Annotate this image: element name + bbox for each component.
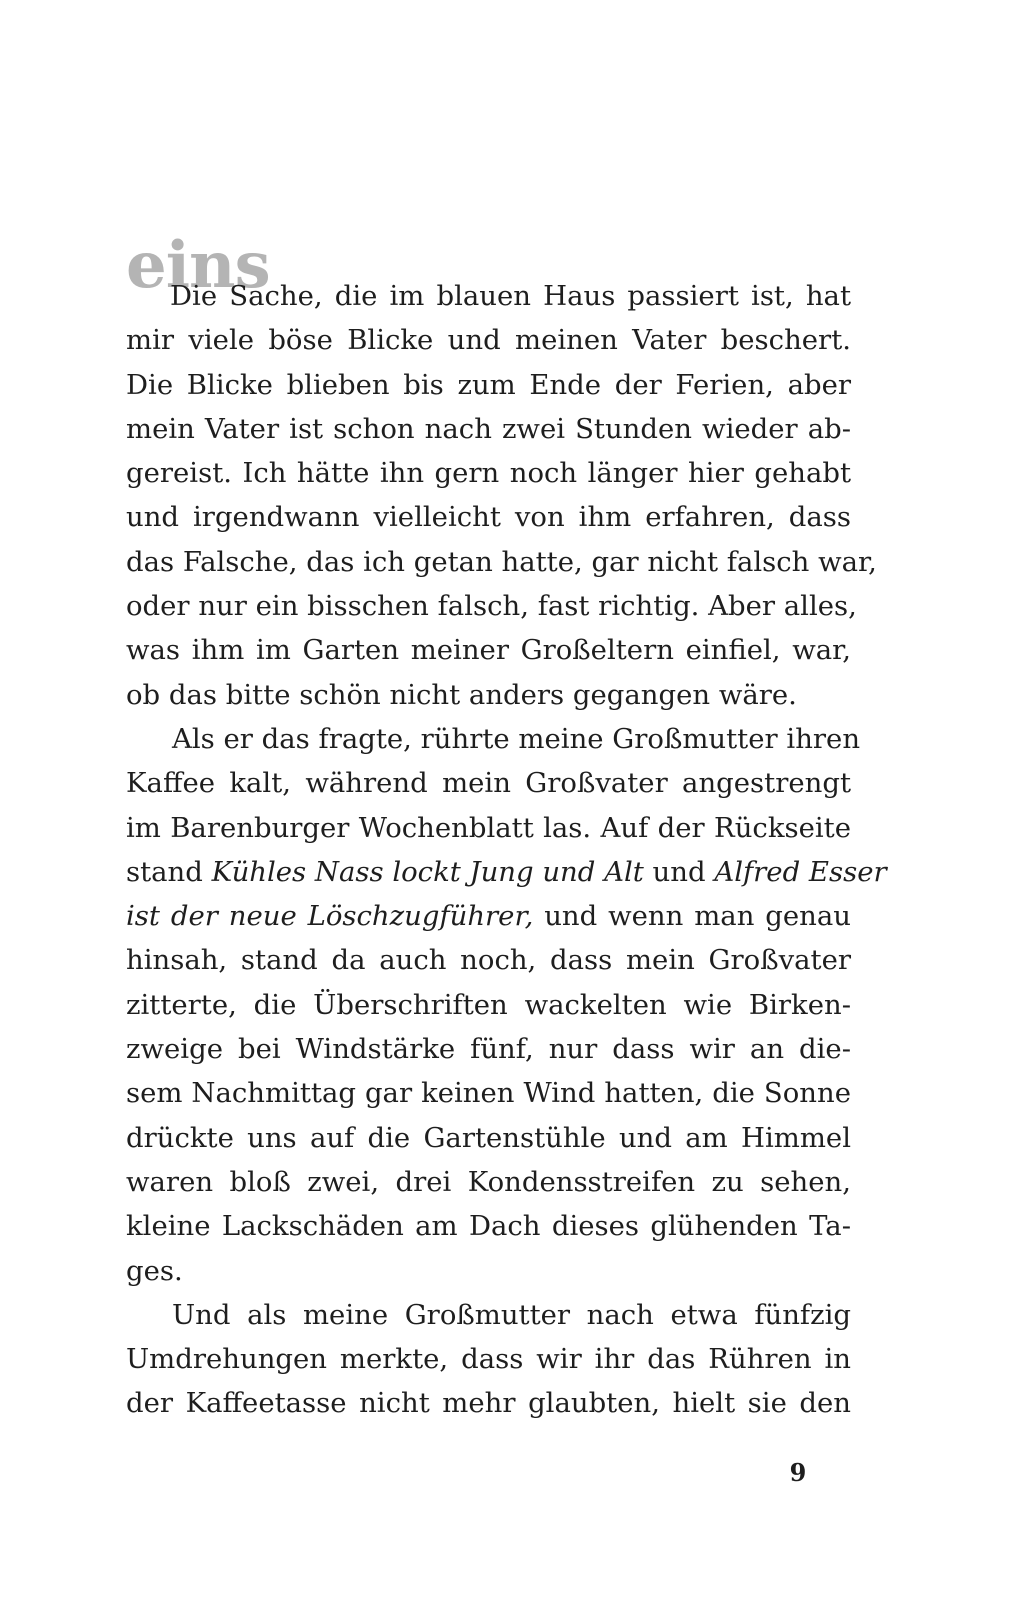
text-run: und [643,855,715,888]
text-run: drückte uns auf die Gartenstühle und am Himmel [126,1121,851,1154]
text-line [126,407,851,451]
text-line [126,495,851,539]
paragraph [126,274,877,717]
text-line [126,451,851,495]
text-run: und irgendwann vielleicht von ihm erfahren, dass [126,501,851,534]
text-line [126,1204,851,1248]
text-run: Und als meine Großmutter nach etwa fünfzig [172,1298,851,1331]
text-line [126,761,851,805]
text-line [126,938,851,982]
text-run: Die Sache, die im blauen Haus passiert ist, hat [170,280,851,312]
text-line [126,894,851,938]
text-run: Die Blicke blieben bis zum Ende der Ferien, aber [126,368,851,401]
text-run: Kaffee kalt, während mein Großvater angestrengt [126,767,851,800]
text-run: mir viele böse Blicke und meinen Vater beschert. [126,324,851,357]
text-run: zweige bei Windstärke fünf, nur dass wir an die- [126,1033,851,1066]
text-line [126,983,851,1027]
paragraph [126,1293,851,1426]
text-run: waren bloß zwei, drei Kondensstreifen zu sehen, [126,1165,851,1198]
page-number: 9 [789,1458,807,1487]
text-run: was ihm im Garten meiner Großeltern einfiel, war, [126,634,851,667]
italic-text: ist der neue Löschzugführer, [126,900,534,933]
text-line [126,717,861,761]
text-line [126,806,851,850]
text-line [126,850,887,894]
text-line [126,673,851,717]
text-line [126,318,851,362]
text-line [126,584,857,628]
text-line [126,363,851,407]
text-run: mein Vater ist schon nach zwei Stunden wieder ab- [126,412,851,445]
text-run: das Falsche, das ich getan hatte, gar nicht falsch war, [126,545,877,578]
paragraph [126,717,887,1293]
text-line [126,1071,851,1115]
text-run: der Kaffeetasse nicht mehr glaubten, hielt sie den [126,1387,851,1420]
text-line [126,540,877,584]
text-line [126,1381,851,1425]
text-line [126,1027,851,1071]
text-run: kleine Lackschäden am Dach dieses glühenden Ta- [126,1210,851,1243]
text-run: gereist. Ich hätte ihn gern noch länger hier gehabt [126,457,851,490]
text-run: und wenn man genau [533,900,851,933]
chapter-title: eins [126,228,270,303]
text-run: oder nur ein bisschen falsch, fast richtig. Aber alles, [126,590,857,623]
italic-text: Alfred Esser [714,855,887,888]
text-run: Umdrehungen merkte, dass wir ihr das Rühren in [126,1343,851,1376]
text-run: zitterte, die Überschriften wackelten wie Birken- [126,988,851,1021]
text-run: stand [126,855,212,888]
text-run: im Barenburger Wochenblatt las. Auf der Rückseite [126,811,851,844]
text-line [126,1249,851,1293]
text-run: ges. [126,1254,183,1287]
italic-text: Kühles Nass lockt Jung und Alt [211,855,644,888]
body-text [126,274,887,1426]
text-run: ob das bitte schön nicht anders gegangen wäre. [126,678,797,711]
text-line [126,1116,851,1160]
text-line [126,1337,851,1381]
text-line [126,1160,851,1204]
text-line [126,1293,851,1337]
text-run: sem Nachmittag gar keinen Wind hatten, die Sonne [126,1077,851,1110]
text-line [126,274,851,318]
text-run: hinsah, stand da auch noch, dass mein Großvater [126,944,851,977]
text-line [126,628,851,672]
text-run: Als er das fragte, rührte meine Großmutter ihren [172,722,861,755]
